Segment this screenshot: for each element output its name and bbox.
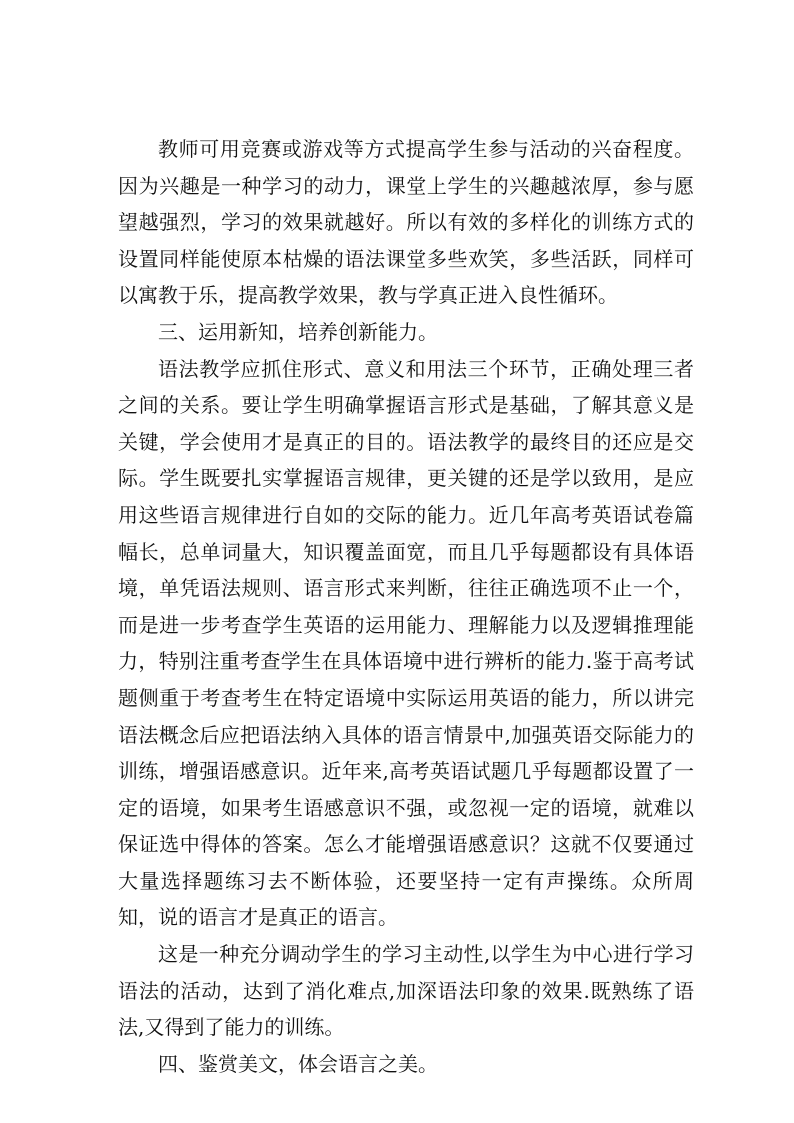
body-paragraph: 语法教学应抓住形式、意义和用法三个环节，正确处理三者之间的关系。要让学生明确掌握语言形式是基础，了解其意义是关键，学会使用才是真正的目的。语法教学的最终目的还应是交际。学生既要扎实掌握语言规律，更关键的还是学以致用，是应用这些语言规律进行自如的交际的能力。近几年高考英语试卷篇幅长，总单词量大，知识覆盖面宽，而且几乎每题都设有具体语境，单凭语法规则、语言形式来判断，往往正确选项不止一个，而是进一步考查学生英语的运用能力、理解能力以及逻辑推理能力，特别注重考查学生在具体语境中进行辨析的能力.鉴于高考试题侧重于考查考生在特定语境中实际运用英语的能力，所以讲完语法概念后应把语法纳入具体的语言情景中,加强英语交际能力的训练，增强语感意识。近年来,高考英语试题几乎每题都设置了一定的语境，如果考生语感意识不强，或忽视一定的语境，就难以保证选中得体的答案。怎么才能增强语感意识？这就不仅要通过大量选择题练习去不断体验，还要坚持一定有声操练。众所周知，说的语言才是真正的语言。 (118, 356, 694, 930)
section-heading: 三、运用新知，培养创新能力。 (158, 319, 438, 344)
section-heading: 四、鉴赏美文，体会语言之美。 (158, 1051, 438, 1076)
body-paragraph: 这是一种充分调动学生的学习主动性,以学生为中心进行学习语法的活动，达到了消化难点,加深语法印象的效果.既熟练了语法,又得到了能力的训练。 (118, 942, 694, 1040)
body-paragraph: 教师可用竞赛或游戏等方式提高学生参与活动的兴奋程度。因为兴趣是一种学习的动力，课堂上学生的兴趣越浓厚，参与愿望越强烈，学习的效果就越好。所以有效的多样化的训练方式的设置同样能使原本枯燥的语法课堂多些欢笑，多些活跃，同样可以寓教于乐，提高教学效果，教与学真正进入良性循环。 (118, 137, 694, 308)
document-page (118, 131, 694, 1082)
